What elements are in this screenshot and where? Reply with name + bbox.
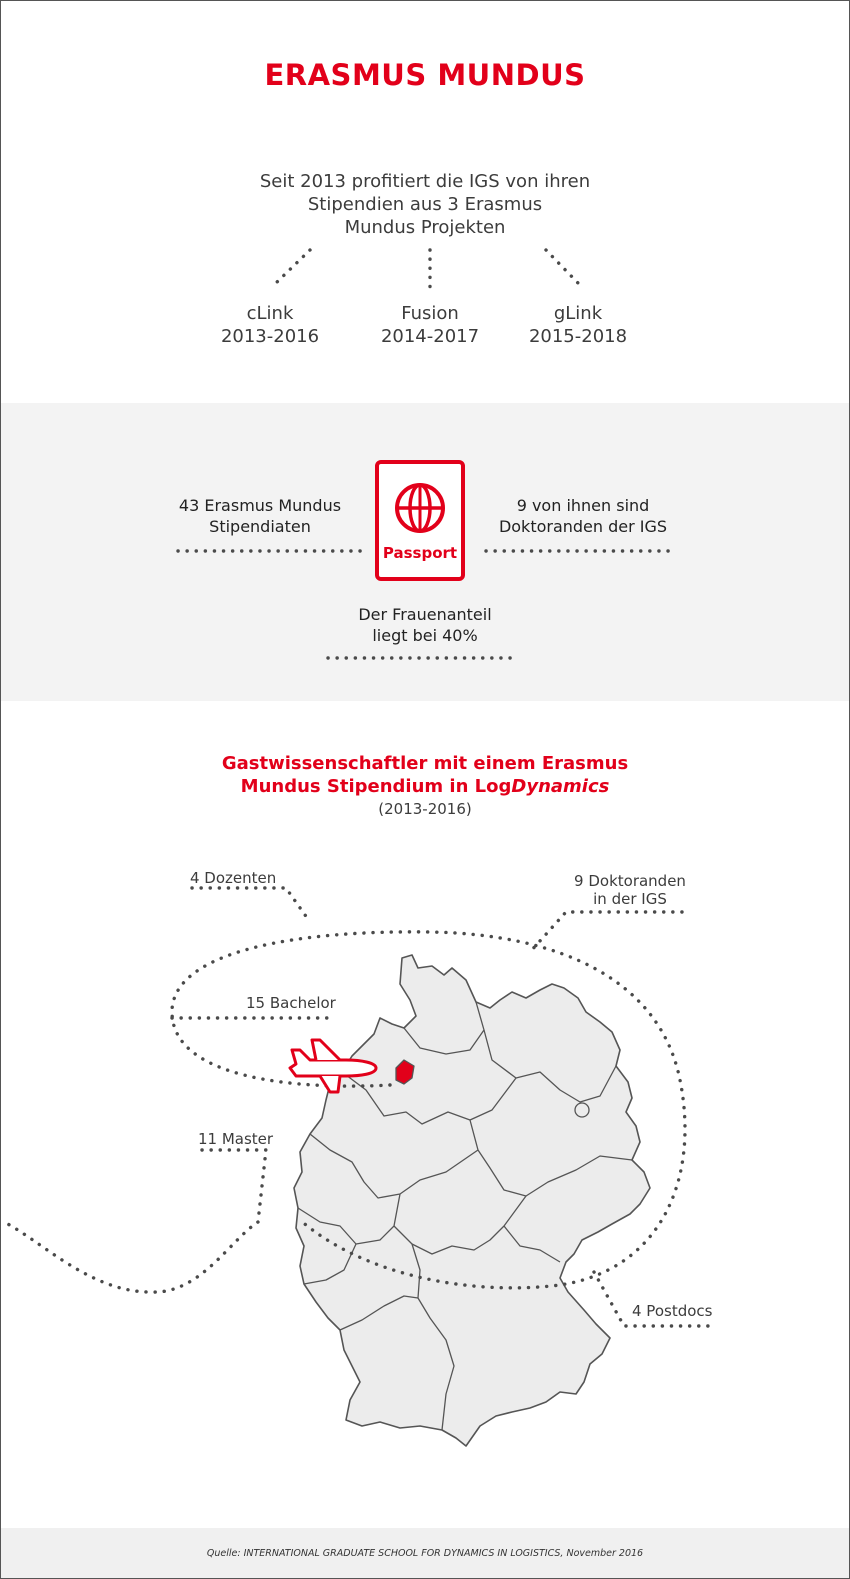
guests-years: (2013-2016) [378, 800, 472, 818]
project-years: 2013-2016 [220, 326, 320, 347]
guests-title-italic: Dynamics [511, 776, 610, 797]
stat-women-line-1: Der Frauenanteil [358, 605, 492, 624]
connector-glink [546, 250, 578, 283]
intro-line-3: Mundus Projekten [344, 217, 506, 238]
guests-title-line-1: Gastwissenschaftler mit einem Erasmus [221, 753, 629, 774]
label-doctoral [560, 872, 700, 908]
label-doctoral-line-1: 9 Doktoranden [574, 872, 686, 890]
connector-clink [276, 250, 310, 283]
label-master: 11 Master [198, 1130, 274, 1148]
label-bachelor: 15 Bachelor [246, 994, 336, 1012]
line-master [4, 1150, 266, 1292]
line-lecturers [192, 888, 310, 922]
line-doctoral [530, 912, 682, 952]
germany-outline [294, 955, 650, 1446]
stat-doctoral-line-1: 9 von ihnen sind [516, 496, 650, 515]
stat-women-line-2: liegt bei 40% [372, 626, 478, 645]
dotted-connectors [178, 250, 672, 658]
label-postdocs: 4 Postdocs [632, 1302, 713, 1320]
intro-line-1: Seit 2013 profitiert die IGS von ihren [259, 171, 591, 192]
passport-label: Passport [382, 544, 458, 562]
stat-doctoral-line-2: Doktoranden der IGS [498, 517, 668, 536]
germany-map [294, 955, 650, 1446]
project-years: 2015-2018 [528, 326, 628, 347]
project-years: 2014-2017 [380, 326, 480, 347]
label-lecturers: 4 Dozenten [190, 869, 277, 887]
page-title: ERASMUS MUNDUS [264, 58, 586, 92]
project-name: cLink [246, 303, 294, 324]
project-name: Fusion [401, 303, 459, 324]
intro-line-2: Stipendien aus 3 Erasmus [307, 194, 543, 215]
stat-scholars-line-2: Stipendiaten [209, 517, 311, 536]
guests-title-prefix: Mundus Stipendium in Log [240, 776, 512, 797]
berlin-marker [575, 1103, 589, 1117]
source-note: Quelle: INTERNATIONAL GRADUATE SCHOOL FOR DYNAMICS IN LOGISTICS, November 2016 [206, 1548, 644, 1559]
label-doctoral-line-2: in der IGS [593, 890, 667, 908]
stat-scholars-line-1: 43 Erasmus Mundus [178, 496, 342, 515]
project-name: gLink [553, 303, 603, 324]
